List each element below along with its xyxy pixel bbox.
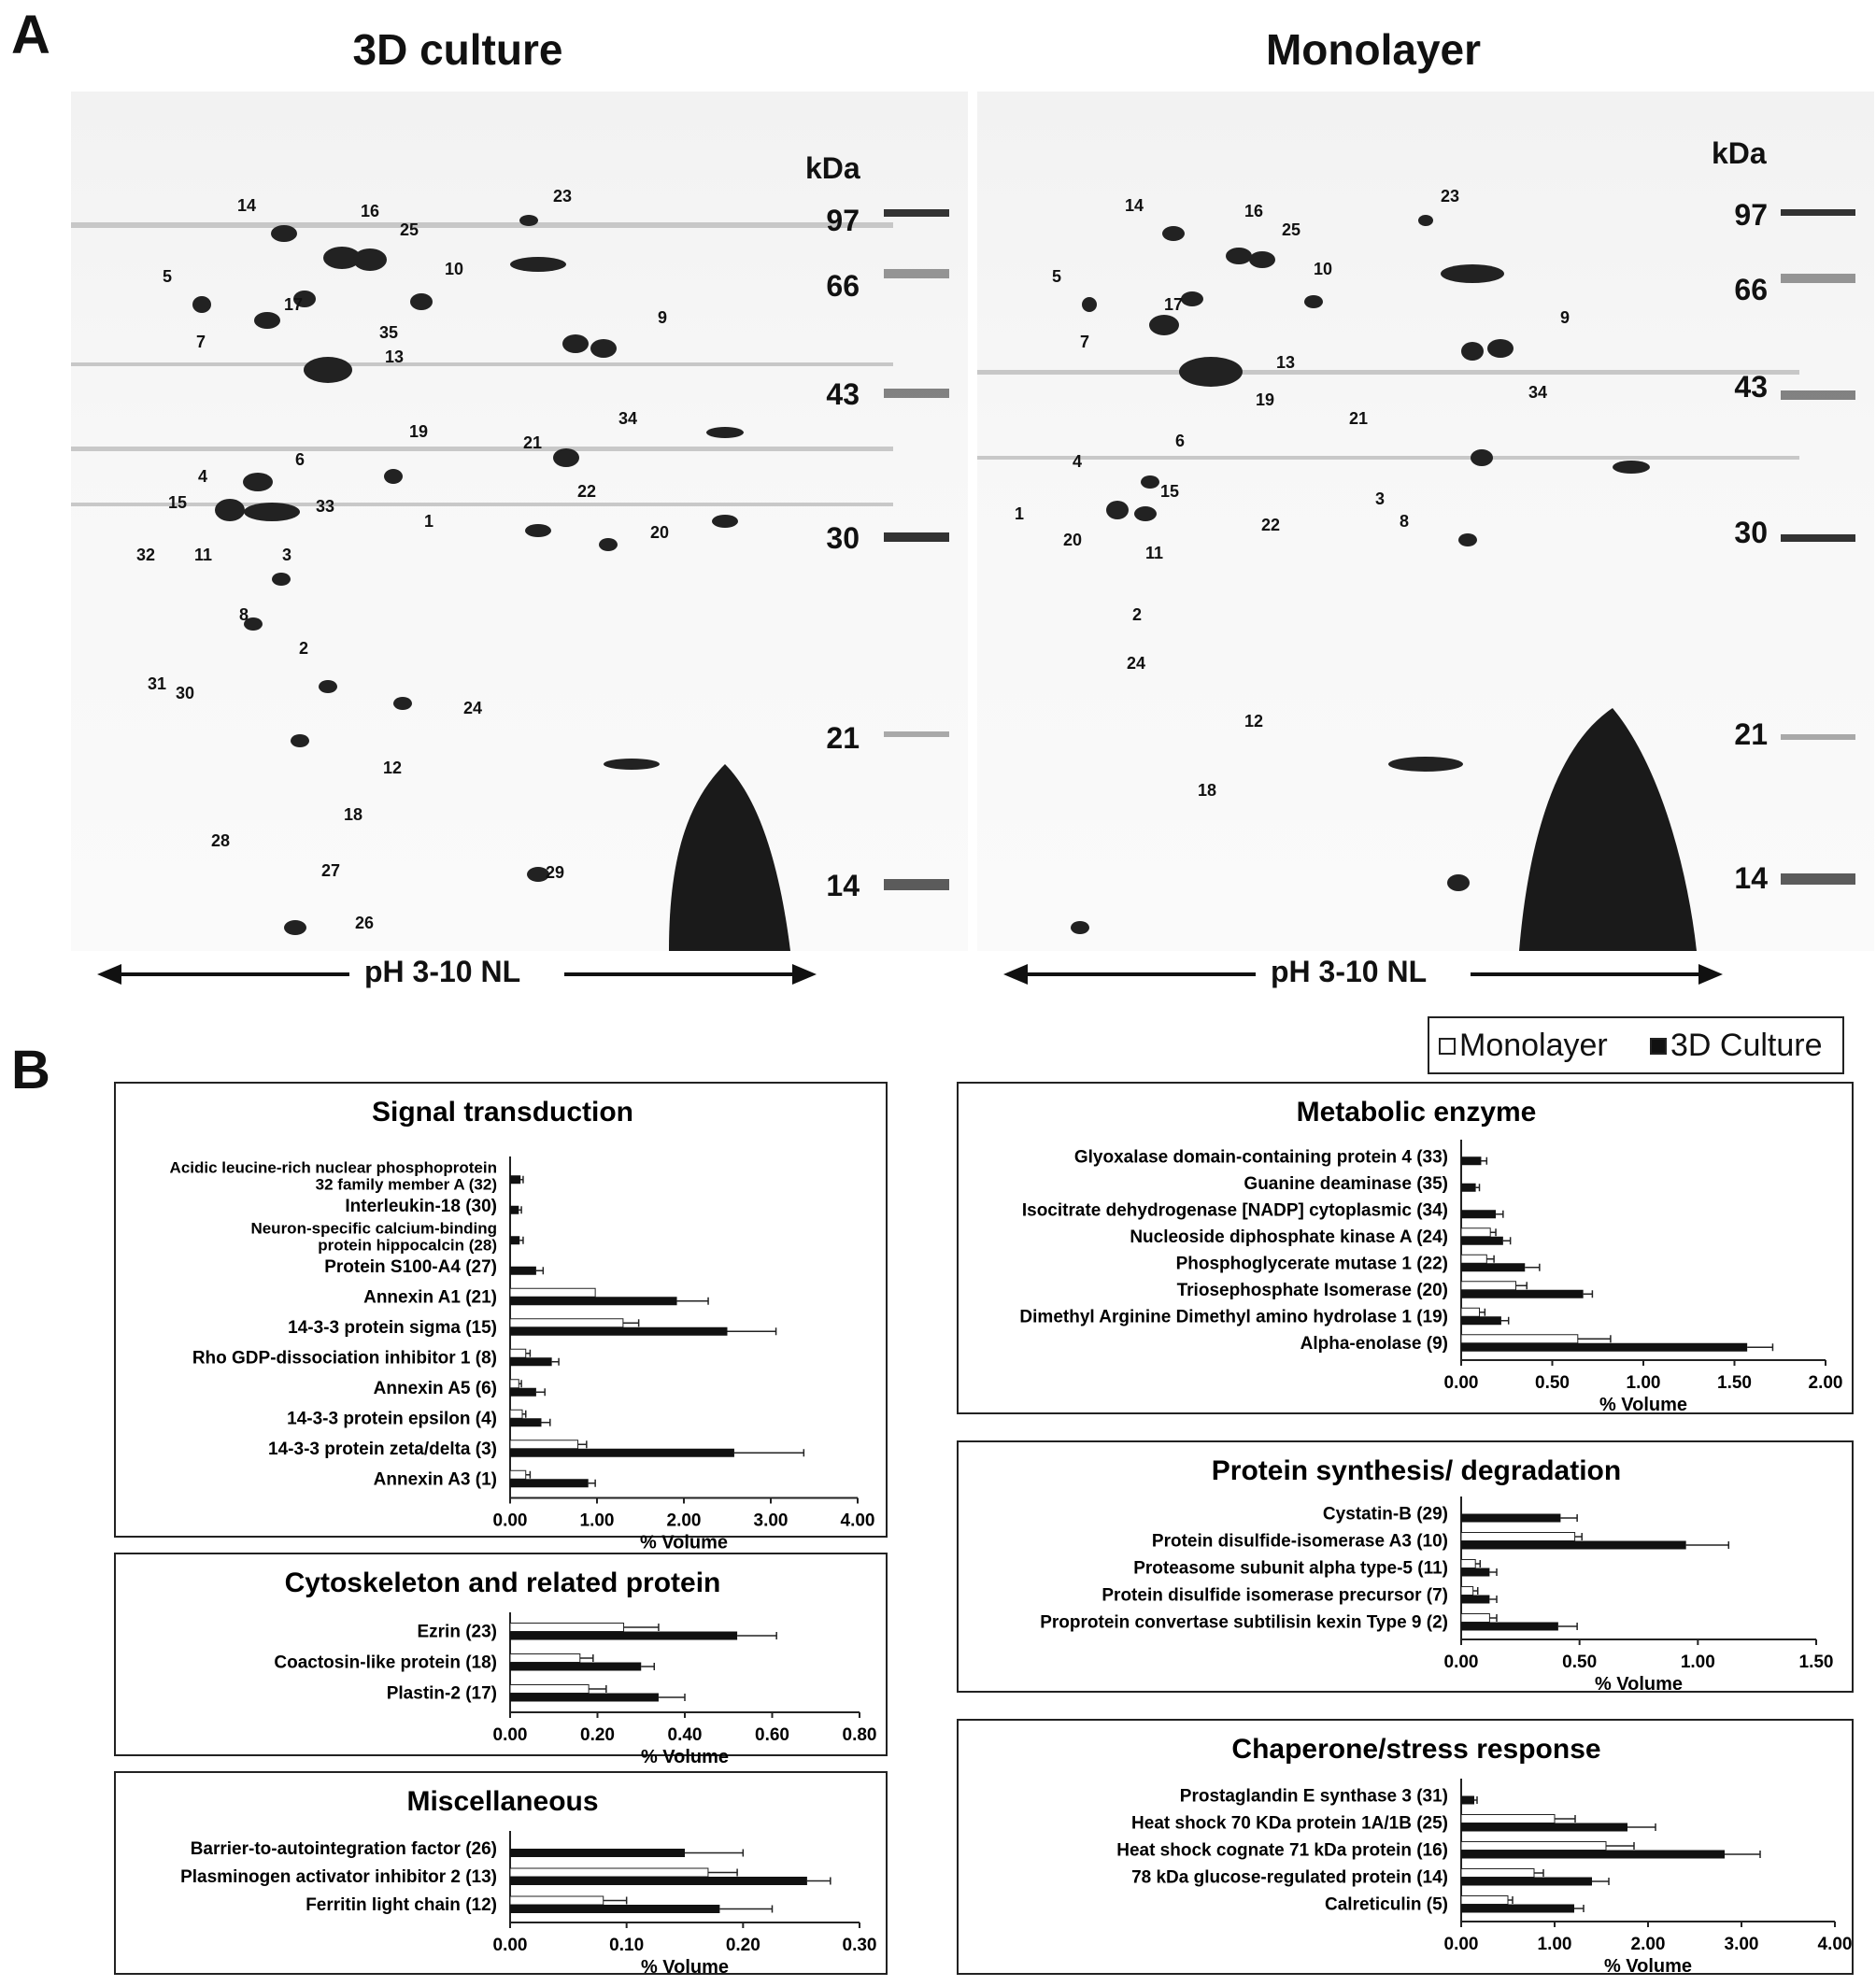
spot-label-18: 18 bbox=[1198, 781, 1217, 800]
bar-3d-culture bbox=[510, 1418, 541, 1426]
category-label: 14-3-3 protein zeta/delta (3) bbox=[268, 1439, 497, 1459]
bar-3d-culture bbox=[1461, 1343, 1747, 1352]
category-label: Protein disulfide isomerase precursor (7) bbox=[1101, 1585, 1448, 1606]
mw-marker-43: 43 bbox=[826, 377, 860, 411]
x-tick-label: 1.00 bbox=[1537, 1935, 1572, 1954]
bar-monolayer bbox=[1461, 1869, 1534, 1878]
bar-monolayer bbox=[510, 1319, 623, 1327]
category-label: Isocitrate dehydrogenase [NADP] cytoplasmic (34) bbox=[1021, 1200, 1448, 1221]
spot-label-23: 23 bbox=[553, 187, 573, 206]
bar-3d-culture bbox=[1461, 1568, 1489, 1577]
category-label: Barrier-to-autointegration factor (26) bbox=[190, 1839, 497, 1859]
x-tick-label: 3.00 bbox=[753, 1511, 789, 1531]
spot-label-30: 30 bbox=[176, 684, 195, 702]
spot-label-22: 22 bbox=[577, 482, 597, 501]
bar-monolayer bbox=[510, 1349, 526, 1357]
bar-monolayer bbox=[510, 1868, 708, 1877]
x-tick-label: 2.00 bbox=[666, 1511, 702, 1531]
spot-label-22: 22 bbox=[1261, 516, 1281, 534]
category-label: Acidic leucine-rich nuclear phosphoprotein bbox=[169, 1158, 497, 1177]
bar-3d-culture bbox=[1461, 1851, 1725, 1859]
bar-3d-culture bbox=[510, 1632, 737, 1640]
category-label: Interleukin-18 (30) bbox=[345, 1196, 497, 1216]
bar-3d-culture bbox=[510, 1388, 536, 1397]
category-label: Heat shock 70 KDa protein 1A/1B (25) bbox=[1131, 1813, 1448, 1834]
bar-3d-culture bbox=[510, 1877, 807, 1885]
category-label: Dimethyl Arginine Dimethyl amino hydrolase 1 (19) bbox=[1019, 1307, 1448, 1327]
spot-label-4: 4 bbox=[198, 467, 208, 486]
spot-label-28: 28 bbox=[211, 831, 231, 850]
spot-label-6: 6 bbox=[295, 450, 306, 469]
bar-monolayer bbox=[510, 1624, 624, 1632]
bar-3d-culture bbox=[1461, 1156, 1481, 1165]
spot-label-4: 4 bbox=[1073, 452, 1083, 471]
bar-3d-culture bbox=[1461, 1316, 1501, 1325]
bar-3d-culture bbox=[510, 1694, 659, 1702]
spot-label-17: 17 bbox=[1164, 295, 1184, 314]
chart-title: Signal transduction bbox=[371, 1097, 634, 1128]
spot-label-13: 13 bbox=[385, 348, 405, 366]
x-tick-label: 0.00 bbox=[1443, 1935, 1479, 1954]
spot-label-7: 7 bbox=[1080, 333, 1090, 351]
mw-marker-14: 14 bbox=[1734, 861, 1768, 895]
x-tick-label: 0.00 bbox=[1443, 1373, 1479, 1393]
category-label: Protein disulfide-isomerase A3 (10) bbox=[1151, 1531, 1448, 1552]
spot-label-15: 15 bbox=[168, 493, 188, 512]
bar-3d-culture bbox=[510, 1905, 719, 1913]
x-tick-label: 0.80 bbox=[842, 1725, 877, 1745]
bar-monolayer bbox=[1461, 1560, 1475, 1568]
bar-monolayer bbox=[510, 1410, 522, 1418]
bar-3d-culture bbox=[1461, 1541, 1686, 1550]
bar-chart-svg bbox=[116, 1773, 886, 1978]
bar-monolayer bbox=[510, 1685, 589, 1694]
bar-monolayer bbox=[1461, 1533, 1575, 1541]
chart-title: Miscellaneous bbox=[406, 1786, 599, 1817]
chart-title: Chaperone/stress response bbox=[1231, 1734, 1601, 1765]
spot-label-26: 26 bbox=[355, 914, 375, 932]
category-label: Protein S100-A4 (27) bbox=[324, 1256, 497, 1277]
spot-label-8: 8 bbox=[239, 605, 249, 624]
spot-label-21: 21 bbox=[1349, 409, 1369, 428]
category-label: Ferritin light chain (12) bbox=[306, 1895, 497, 1915]
spot-label-15: 15 bbox=[1160, 482, 1180, 501]
bar-monolayer bbox=[510, 1896, 604, 1905]
mw-marker-97: 97 bbox=[826, 204, 860, 237]
spot-label-9: 9 bbox=[1560, 308, 1570, 327]
bar-monolayer bbox=[1461, 1308, 1480, 1316]
spot-label-13: 13 bbox=[1276, 353, 1296, 372]
category-label: Triosephosphate Isomerase (20) bbox=[1176, 1280, 1448, 1300]
bar-3d-culture bbox=[510, 1175, 520, 1184]
bar-chart-svg bbox=[959, 1721, 1853, 1977]
bar-chart-svg bbox=[116, 1554, 886, 1767]
bar-3d-culture bbox=[510, 1267, 536, 1275]
category-label: Plasminogen activator inhibitor 2 (13) bbox=[180, 1867, 497, 1887]
bar-monolayer bbox=[1461, 1842, 1606, 1851]
category-label: Guanine deaminase (35) bbox=[1244, 1173, 1448, 1194]
spot-label-2: 2 bbox=[299, 639, 309, 658]
category-label: Rho GDP-dissociation inhibitor 1 (8) bbox=[192, 1348, 497, 1369]
bar-3d-culture bbox=[1461, 1905, 1574, 1913]
bar-3d-culture bbox=[1461, 1290, 1584, 1298]
spot-label-35: 35 bbox=[379, 323, 399, 342]
bar-3d-culture bbox=[510, 1297, 677, 1305]
spot-label-11: 11 bbox=[1145, 544, 1164, 562]
x-axis-label: % Volume bbox=[1603, 1956, 1693, 1977]
spot-label-19: 19 bbox=[1256, 390, 1275, 409]
x-tick-label: 1.00 bbox=[579, 1511, 615, 1531]
bar-monolayer bbox=[510, 1470, 526, 1479]
category-label: Annexin A3 (1) bbox=[373, 1469, 497, 1490]
bar-monolayer bbox=[1461, 1282, 1516, 1290]
category-label: Cystatin-B (29) bbox=[1322, 1504, 1448, 1525]
legend-label-monolayer: Monolayer bbox=[1459, 1028, 1608, 1063]
ph-label-3d: pH 3-10 NL bbox=[364, 955, 521, 988]
x-axis-label: % Volume bbox=[1594, 1674, 1684, 1695]
mw-marker-66: 66 bbox=[1734, 273, 1768, 306]
chart-title: Cytoskeleton and related protein bbox=[284, 1568, 721, 1598]
legend-swatch-3d bbox=[1650, 1038, 1667, 1055]
spot-label-33: 33 bbox=[316, 497, 335, 516]
spot-label-27: 27 bbox=[321, 861, 341, 880]
category-label: protein hippocalcin (28) bbox=[318, 1236, 497, 1255]
x-tick-label: 1.50 bbox=[1717, 1373, 1752, 1393]
chart-title: Metabolic enzyme bbox=[1296, 1097, 1537, 1128]
category-label: Annexin A1 (21) bbox=[363, 1287, 497, 1308]
mw-marker-14: 14 bbox=[826, 869, 860, 902]
spot-label-6: 6 bbox=[1175, 432, 1186, 450]
bar-3d-culture bbox=[1461, 1823, 1627, 1832]
x-tick-label: 3.00 bbox=[1724, 1935, 1759, 1954]
category-label: 32 family member A (32) bbox=[315, 1175, 497, 1194]
category-label: Prostaglandin E synthase 3 (31) bbox=[1179, 1786, 1448, 1807]
chart-legend bbox=[1428, 1016, 1844, 1074]
x-tick-label: 4.00 bbox=[1817, 1935, 1853, 1954]
spot-label-29: 29 bbox=[546, 863, 565, 882]
spot-label-24: 24 bbox=[1127, 654, 1146, 673]
spot-label-20: 20 bbox=[1063, 531, 1083, 549]
gel-title-3d: 3D culture bbox=[352, 25, 563, 74]
chart-metabolic-enzyme bbox=[957, 1082, 1854, 1414]
bar-3d-culture bbox=[1461, 1237, 1503, 1245]
category-label: Coactosin-like protein (18) bbox=[274, 1653, 497, 1673]
spot-label-1: 1 bbox=[424, 512, 434, 531]
category-label: Nucleoside diphosphate kinase A (24) bbox=[1130, 1227, 1448, 1247]
spot-label-12: 12 bbox=[383, 759, 403, 777]
bar-chart-svg bbox=[116, 1084, 886, 1553]
chart-miscellaneous bbox=[114, 1771, 888, 1978]
legend-swatch-monolayer bbox=[1439, 1038, 1456, 1055]
x-tick-label: 2.00 bbox=[1808, 1373, 1843, 1393]
spot-label-8: 8 bbox=[1400, 512, 1410, 531]
mw-marker-43: 43 bbox=[1734, 370, 1768, 404]
bar-3d-culture bbox=[1461, 1596, 1489, 1604]
spot-labels-3d bbox=[71, 92, 968, 951]
spot-label-20: 20 bbox=[650, 523, 670, 542]
x-axis-label: % Volume bbox=[640, 1747, 730, 1767]
bar-3d-culture bbox=[1461, 1210, 1496, 1218]
spot-label-31: 31 bbox=[148, 674, 167, 693]
spot-label-25: 25 bbox=[400, 220, 419, 239]
x-tick-label: 0.50 bbox=[1535, 1373, 1570, 1393]
ph-label-monolayer: pH 3-10 NL bbox=[1271, 955, 1428, 988]
category-label: Calreticulin (5) bbox=[1325, 1894, 1448, 1915]
category-label: Glyoxalase domain-containing protein 4 (33) bbox=[1073, 1147, 1448, 1168]
spot-label-12: 12 bbox=[1244, 712, 1264, 731]
spot-label-16: 16 bbox=[1244, 202, 1264, 220]
x-tick-label: 0.00 bbox=[492, 1511, 528, 1531]
spot-label-9: 9 bbox=[658, 308, 668, 327]
bar-3d-culture bbox=[1461, 1263, 1525, 1271]
spot-label-24: 24 bbox=[463, 699, 483, 717]
kda-label-monolayer: kDa bbox=[1712, 136, 1767, 170]
gel-title-monolayer: Monolayer bbox=[1265, 25, 1482, 74]
x-tick-label: 0.20 bbox=[580, 1725, 615, 1745]
mw-marker-21: 21 bbox=[826, 721, 860, 755]
bar-3d-culture bbox=[510, 1663, 641, 1671]
spot-label-10: 10 bbox=[445, 260, 464, 278]
bar-monolayer bbox=[510, 1380, 519, 1388]
spot-label-25: 25 bbox=[1282, 220, 1301, 239]
x-tick-label: 1.00 bbox=[1680, 1653, 1715, 1672]
spot-label-32: 32 bbox=[136, 546, 156, 564]
bar-monolayer bbox=[1461, 1896, 1508, 1905]
bar-monolayer bbox=[1461, 1255, 1486, 1263]
mw-marker-30: 30 bbox=[1734, 516, 1768, 549]
mw-marker-66: 66 bbox=[826, 269, 860, 303]
x-tick-label: 0.60 bbox=[755, 1725, 789, 1745]
spot-label-5: 5 bbox=[1052, 267, 1062, 286]
spot-label-2: 2 bbox=[1132, 605, 1143, 624]
legend-label-3d: 3D Culture bbox=[1670, 1028, 1823, 1063]
spot-label-21: 21 bbox=[523, 433, 543, 452]
category-label: Proteasome subunit alpha type-5 (11) bbox=[1133, 1558, 1448, 1579]
x-tick-label: 1.00 bbox=[1626, 1373, 1661, 1393]
spot-label-7: 7 bbox=[196, 333, 206, 351]
bar-monolayer bbox=[510, 1288, 595, 1297]
category-label: Annexin A5 (6) bbox=[373, 1378, 497, 1398]
spot-labels-monolayer bbox=[977, 92, 1874, 951]
x-tick-label: 0.40 bbox=[667, 1725, 703, 1745]
bar-chart-svg bbox=[959, 1084, 1852, 1415]
bar-3d-culture bbox=[510, 1236, 519, 1244]
panel-a-letter: A bbox=[11, 5, 50, 65]
spot-label-5: 5 bbox=[163, 267, 173, 286]
panel-b-letter: B bbox=[11, 1040, 50, 1100]
x-tick-label: 0.10 bbox=[609, 1936, 645, 1955]
spot-label-3: 3 bbox=[1375, 489, 1386, 508]
x-tick-label: 0.00 bbox=[1443, 1653, 1479, 1672]
spot-label-34: 34 bbox=[1528, 383, 1548, 402]
chart-chaperone bbox=[957, 1719, 1854, 1975]
bar-3d-culture bbox=[1461, 1514, 1560, 1523]
x-tick-label: 1.50 bbox=[1798, 1653, 1834, 1672]
bar-chart-svg bbox=[959, 1442, 1852, 1695]
category-label: Proprotein convertase subtilisin kexin Type 9 (2) bbox=[1040, 1612, 1448, 1633]
x-tick-label: 0.30 bbox=[842, 1936, 877, 1955]
bar-3d-culture bbox=[1461, 1796, 1474, 1805]
spot-label-17: 17 bbox=[284, 295, 304, 314]
bar-monolayer bbox=[510, 1654, 580, 1663]
x-tick-label: 4.00 bbox=[840, 1511, 875, 1531]
spot-label-3: 3 bbox=[282, 546, 292, 564]
category-label: Phosphoglycerate mutase 1 (22) bbox=[1175, 1254, 1448, 1274]
chart-signal-transduction bbox=[114, 1082, 888, 1553]
bar-3d-culture bbox=[510, 1206, 519, 1214]
chart-protein-synthesis bbox=[957, 1440, 1854, 1693]
spot-label-34: 34 bbox=[618, 409, 638, 428]
category-label: Neuron-specific calcium-binding bbox=[250, 1219, 497, 1238]
mw-marker-97: 97 bbox=[1734, 198, 1768, 232]
x-tick-label: 0.00 bbox=[492, 1725, 528, 1745]
bar-3d-culture bbox=[510, 1479, 589, 1487]
spot-label-1: 1 bbox=[1015, 504, 1025, 523]
category-label: 14-3-3 protein sigma (15) bbox=[288, 1317, 497, 1338]
bar-3d-culture bbox=[510, 1449, 734, 1457]
bar-3d-culture bbox=[510, 1327, 728, 1336]
bar-monolayer bbox=[510, 1440, 578, 1449]
bar-3d-culture bbox=[1461, 1623, 1558, 1631]
x-tick-label: 0.00 bbox=[492, 1936, 528, 1955]
spot-label-14: 14 bbox=[237, 196, 257, 215]
x-axis-label: % Volume bbox=[1599, 1395, 1688, 1415]
x-axis-label: % Volume bbox=[639, 1532, 729, 1553]
category-label: Alpha-enolase (9) bbox=[1300, 1333, 1448, 1354]
bar-monolayer bbox=[1461, 1614, 1489, 1623]
category-label: 14-3-3 protein epsilon (4) bbox=[287, 1409, 497, 1429]
bar-monolayer bbox=[1461, 1815, 1555, 1823]
category-label: Plastin-2 (17) bbox=[386, 1683, 497, 1704]
bar-monolayer bbox=[1461, 1335, 1578, 1343]
chart-cytoskeleton bbox=[114, 1553, 888, 1767]
kda-label-3d: kDa bbox=[805, 151, 860, 185]
spot-label-10: 10 bbox=[1314, 260, 1333, 278]
category-label: 78 kDa glucose-regulated protein (14) bbox=[1131, 1867, 1448, 1888]
bar-3d-culture bbox=[1461, 1184, 1476, 1192]
spot-label-14: 14 bbox=[1125, 196, 1144, 215]
x-tick-label: 0.50 bbox=[1562, 1653, 1598, 1672]
x-tick-label: 0.20 bbox=[725, 1936, 760, 1955]
mw-marker-30: 30 bbox=[826, 521, 860, 555]
x-axis-label: % Volume bbox=[640, 1957, 730, 1978]
spot-label-11: 11 bbox=[194, 546, 213, 564]
bar-monolayer bbox=[1461, 1228, 1490, 1237]
spot-label-23: 23 bbox=[1441, 187, 1460, 206]
bar-monolayer bbox=[1461, 1587, 1473, 1596]
mw-marker-21: 21 bbox=[1734, 717, 1768, 751]
chart-title: Protein synthesis/ degradation bbox=[1211, 1455, 1622, 1486]
category-label: Heat shock cognate 71 kDa protein (16) bbox=[1116, 1840, 1448, 1861]
x-tick-label: 2.00 bbox=[1630, 1935, 1666, 1954]
spot-label-16: 16 bbox=[361, 202, 380, 220]
bar-3d-culture bbox=[510, 1357, 552, 1366]
bar-3d-culture bbox=[1461, 1878, 1592, 1886]
category-label: Ezrin (23) bbox=[417, 1622, 497, 1642]
bar-3d-culture bbox=[510, 1849, 685, 1857]
spot-label-18: 18 bbox=[344, 805, 363, 824]
spot-label-19: 19 bbox=[409, 422, 429, 441]
